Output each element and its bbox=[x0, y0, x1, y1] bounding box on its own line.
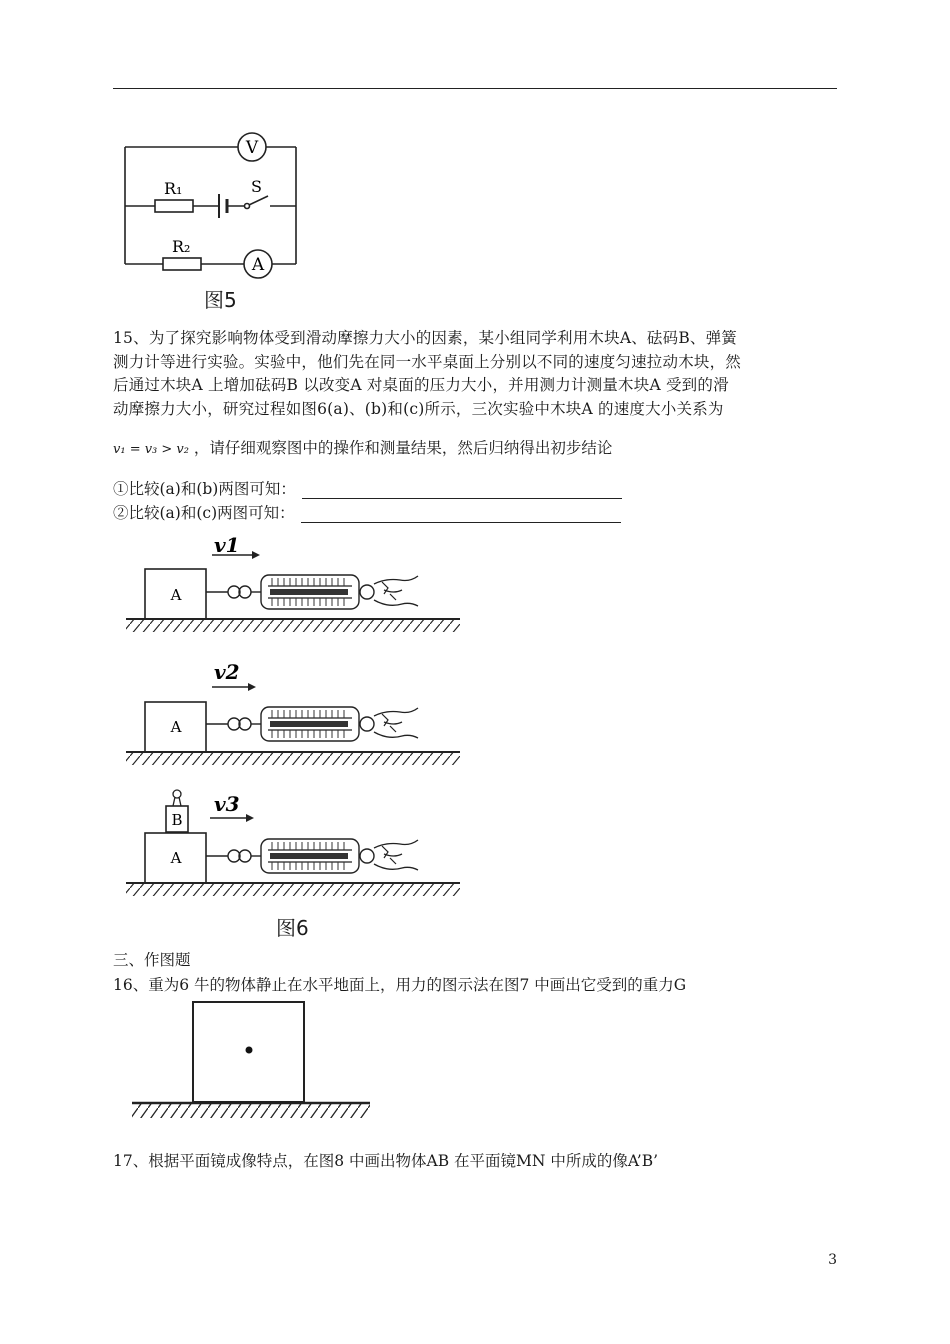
figure-6-caption: 图6 bbox=[276, 916, 309, 940]
v3-label: v3 bbox=[214, 792, 240, 816]
q15-formula-line bbox=[113, 436, 612, 458]
header-rule bbox=[113, 88, 837, 89]
v1-label: v1 bbox=[214, 533, 240, 557]
compare-1-line bbox=[113, 477, 622, 499]
block-a-label: A bbox=[170, 849, 182, 867]
v2-arrow bbox=[212, 683, 256, 691]
q15-line-4: 动摩擦力大小，研究过程如图6(a)、(b)和(c)所示，三次实验中木块A 的速度大小关系为 bbox=[113, 399, 724, 418]
compare-2-line bbox=[113, 501, 621, 523]
experiment-b bbox=[126, 660, 460, 765]
compare-1-label: ①比较(a)和(b)两图可知： bbox=[113, 480, 296, 498]
block-a-label: A bbox=[170, 718, 182, 736]
q15-line-2: 测力计等进行实验。实验中，他们先在同一水平桌面上分别以不同的速度匀速拉动木块，然 bbox=[113, 352, 742, 371]
ammeter-label: A bbox=[251, 255, 265, 275]
answer-blank-1[interactable] bbox=[302, 482, 622, 499]
compare-2-label: ②比较(a)和(c)两图可知： bbox=[113, 504, 295, 522]
experiment-c bbox=[126, 790, 460, 896]
q15-formula-tail: ，请仔细观察图中的操作和测量结果，然后归纳得出初步结论 bbox=[193, 439, 613, 457]
question-16-text: 16、重为6 牛的物体静止在水平地面上，用力的图示法在图7 中画出它受到的重力G bbox=[113, 976, 687, 994]
figure-7-box bbox=[128, 996, 378, 1126]
answer-blank-2[interactable] bbox=[301, 506, 621, 523]
velocity-relation: v₁ = v₃ > v₂ bbox=[113, 442, 189, 457]
figure-5-circuit bbox=[118, 128, 308, 308]
block-b-label: B bbox=[171, 811, 183, 829]
page-number: 3 bbox=[828, 1252, 837, 1268]
center-of-gravity-dot bbox=[246, 1047, 253, 1054]
question-17-text: 17、根据平面镜成像特点，在图8 中画出物体AB 在平面镜MN 中所成的像A’B’ bbox=[113, 1152, 659, 1170]
v2-label: v2 bbox=[214, 660, 240, 684]
figure-5-caption: 图5 bbox=[204, 288, 237, 312]
question-15-text bbox=[113, 327, 813, 421]
r1-label: R₁ bbox=[164, 179, 183, 198]
figure-6-experiments bbox=[120, 528, 470, 913]
voltmeter-label: V bbox=[245, 138, 259, 158]
section-3-heading: 三、作图题 bbox=[113, 951, 191, 969]
experiment-a bbox=[126, 533, 460, 632]
q15-line-1: 15、为了探究影响物体受到滑动摩擦力大小的因素，某小组同学利用木块A、砝码B、弹簧 bbox=[113, 329, 738, 347]
r2-label: R₂ bbox=[172, 237, 191, 256]
q15-line-3: 后通过木块A 上增加砝码B 以改变A 对桌面的压力大小，并用测力计测量木块A 受到的滑 bbox=[113, 376, 729, 394]
ground-hatch bbox=[132, 1104, 370, 1118]
block-a-label: A bbox=[170, 586, 182, 604]
switch-label: S bbox=[251, 177, 262, 196]
